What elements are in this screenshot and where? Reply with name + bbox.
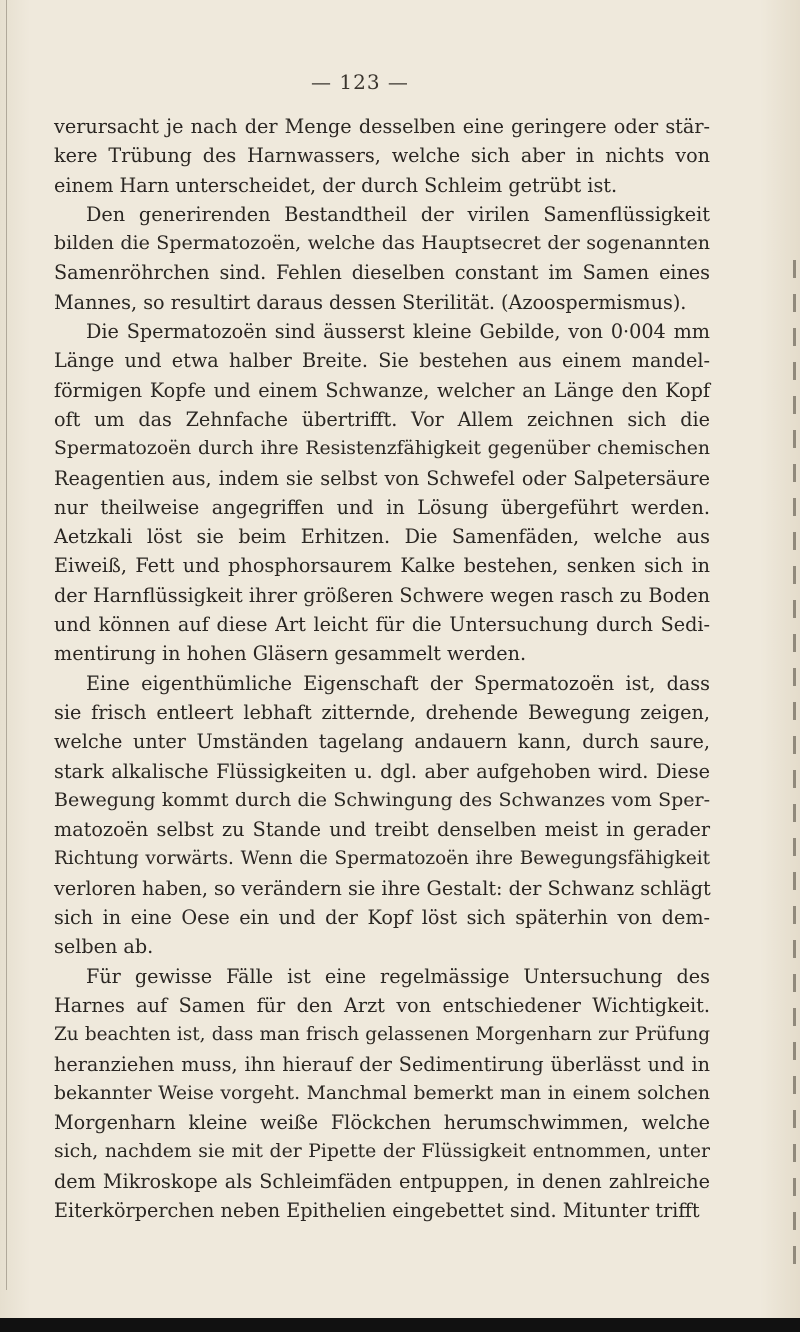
text-line: Harnes auf Samen für den Arzt von entschiedener Wichtigkeit. bbox=[54, 993, 710, 1017]
text-line: stark alkalische Flüssigkeiten u. dgl. aber aufgehoben wird. Diese bbox=[54, 759, 710, 783]
text-line: sich in eine Oese ein und der Kopf löst sich späterhin von dem- bbox=[54, 906, 710, 930]
text-line: Zu beachten ist, dass man frisch gelassenen Morgenharn zur Prüfung bbox=[54, 1024, 710, 1046]
text-line: Eine eigenthümliche Eigenschaft der Spermatozoën ist, dass bbox=[86, 671, 710, 695]
text-line: Samenröhrchen sind. Fehlen dieselben constant im Samen eines bbox=[54, 261, 710, 285]
text-line: und können auf diese Art leicht für die Untersuchung durch Sedi- bbox=[54, 613, 710, 637]
text-line: förmigen Kopfe und einem Schwanze, welcher an Länge den Kopf bbox=[54, 378, 710, 402]
text-line: Richtung vorwärts. Wenn die Spermatozoën ihre Bewegungsfähigkeit bbox=[54, 848, 710, 870]
text-line: Für gewisse Fälle ist eine regelmässige Untersuchung des bbox=[86, 964, 710, 988]
text-line: bilden die Spermatozoën, welche das Hauptsecret der sogenannten bbox=[54, 232, 710, 255]
text-line: einem Harn unterscheidet, der durch Schleim getrübt ist. bbox=[54, 173, 618, 197]
text-line: Länge und etwa halber Breite. Sie bestehen aus einem mandel- bbox=[54, 349, 710, 373]
text-line: Eiweiß, Fett und phosphorsaurem Kalke bestehen, senken sich in bbox=[54, 554, 710, 578]
text-line: Reagentien aus, indem sie selbst von Schwefel oder Salpetersäure bbox=[54, 466, 710, 490]
paragraph bbox=[54, 317, 710, 669]
page-number: — 123 — bbox=[311, 70, 409, 94]
text-line: sie frisch entleert lebhaft zitternde, drehende Bewegung zeigen, bbox=[54, 700, 710, 724]
text-line: Eiterkörperchen neben Epithelien eingebettet sind. Mitunter trifft bbox=[54, 1198, 700, 1222]
text-line: der Harnflüssigkeit ihrer größeren Schwere wegen rasch zu Boden bbox=[54, 583, 710, 607]
page-edge-left bbox=[6, 0, 7, 1290]
text-line: matozoën selbst zu Stande und treibt denselben meist in gerader bbox=[54, 818, 710, 842]
text-line: sich, nachdem sie mit der Pipette der Flüssigkeit entnommen, unter bbox=[54, 1141, 710, 1163]
text-line: welche unter Umständen tagelang andauern kann, durch saure, bbox=[54, 730, 710, 754]
text-line: Morgenharn kleine weiße Flöckchen herumschwimmen, welche bbox=[54, 1111, 710, 1135]
text-line: verloren haben, so verändern sie ihre Gestalt: der Schwanz schlägt bbox=[54, 876, 711, 900]
paragraph bbox=[54, 669, 710, 962]
page-edge-right bbox=[793, 260, 796, 1280]
text-line: mentirung in hohen Gläsern gesammelt werden. bbox=[54, 642, 527, 666]
text-line: Den generirenden Bestandtheil der virilen Samenflüssigkeit bbox=[86, 202, 710, 226]
text-line: dem Mikroskope als Schleimfäden entpuppen, in denen zahlreiche bbox=[54, 1169, 710, 1193]
text-line: Die Spermatozoën sind äusserst kleine Gebilde, von 0·004 mm bbox=[86, 320, 710, 344]
text-line: verursacht je nach der Menge desselben eine geringere oder stär- bbox=[54, 115, 710, 138]
text-line: nur theilweise angegriffen und in Lösung übergeführt werden. bbox=[54, 495, 710, 519]
paragraph bbox=[54, 962, 710, 1226]
paragraph bbox=[54, 112, 710, 200]
text-line: Mannes, so resultirt daraus dessen Sterilität. (Azoospermismus). bbox=[54, 290, 687, 314]
scan-bottom-border bbox=[0, 1318, 800, 1332]
text-line: Bewegung kommt durch die Schwingung des Schwanzes vom Sper- bbox=[54, 788, 710, 811]
text-line: Aetzkali löst sie beim Erhitzen. Die Samenfäden, welche aus bbox=[54, 525, 710, 549]
text-line: bekannter Weise vorgeht. Manchmal bemerkt man in einem solchen bbox=[54, 1082, 710, 1104]
text-line: selben ab. bbox=[54, 935, 154, 959]
paragraph bbox=[54, 200, 710, 317]
text-line: heranziehen muss, ihn hierauf der Sedimentirung überlässt und in bbox=[54, 1052, 710, 1076]
text-line: Spermatozoën durch ihre Resistenzfähigkeit gegenüber chemischen bbox=[54, 438, 710, 460]
text-line: oft um das Zehnfache übertrifft. Vor Allem zeichnen sich die bbox=[54, 407, 710, 431]
text-line: kere Trübung des Harnwassers, welche sich aber in nichts von bbox=[54, 144, 710, 168]
body-text bbox=[54, 112, 710, 1225]
